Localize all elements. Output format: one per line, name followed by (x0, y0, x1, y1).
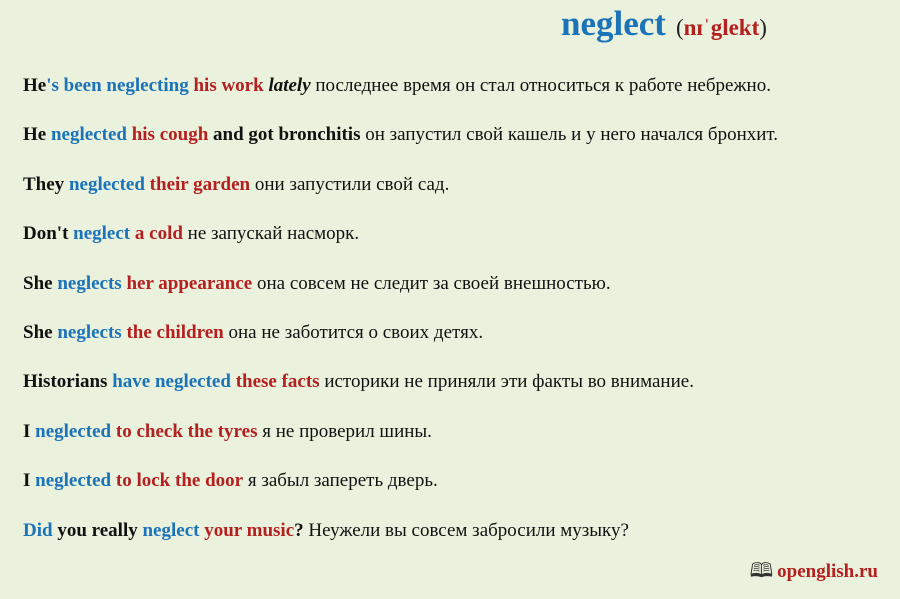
example-segment: neglected (30, 420, 112, 442)
transcription-text: nɪˈglekt (683, 15, 760, 40)
example-segment: lately (263, 75, 311, 96)
example-segment: her appearance (121, 272, 253, 294)
example-sentence (23, 74, 883, 123)
example-segment: you really (52, 519, 138, 541)
example-segment: She (23, 272, 53, 294)
example-translation: не запускай насморк. (182, 223, 360, 245)
transcription (676, 15, 767, 40)
example-segment: to lock the door (111, 470, 244, 492)
example-sentence (23, 123, 883, 172)
example-translation: последнее время он стал относиться к работе небрежно. (310, 75, 771, 96)
example-segment: and got bronchitis (208, 124, 361, 146)
example-list (23, 74, 883, 568)
example-segment: have neglected (107, 371, 231, 393)
example-sentence (23, 420, 883, 469)
example-translation: Неужели вы совсем забросили музыку? (303, 519, 629, 541)
example-sentence (23, 222, 883, 271)
example-segment: I (23, 420, 31, 442)
example-segment: a cold (130, 223, 183, 245)
site-footer[interactable] (750, 556, 878, 590)
example-segment: his cough (126, 124, 209, 146)
example-segment: neglect (68, 223, 131, 245)
example-sentence (23, 370, 883, 419)
example-segment: Historians (23, 371, 108, 393)
example-segment: ? (294, 519, 304, 541)
book-icon: 🕮 (749, 560, 774, 582)
example-translation: историки не приняли эти факты во внимание. (319, 371, 694, 393)
example-translation: она совсем не следит за своей внешностью. (252, 272, 611, 294)
example-segment: 's been neglecting (46, 75, 189, 96)
example-segment: these facts (230, 371, 320, 393)
example-translation: она не заботится о своих детях. (223, 321, 484, 343)
example-sentence (23, 272, 883, 321)
example-segment: neglects (52, 321, 122, 343)
site-link[interactable]: openglish.ru (777, 561, 878, 582)
transcription-open: ( (675, 15, 684, 40)
example-segment: She (23, 321, 53, 343)
example-translation: он запустил свой кашель и у него начался бронхит. (360, 124, 779, 146)
example-segment: neglected (64, 173, 145, 195)
example-sentence (23, 321, 883, 370)
example-segment: neglected (46, 124, 127, 146)
example-segment: Don't (23, 223, 69, 245)
example-segment: neglected (30, 470, 112, 492)
example-segment: their garden (144, 173, 251, 195)
example-segment: Did (23, 519, 53, 541)
page-title (561, 4, 767, 44)
example-translation: я забыл запереть дверь. (243, 470, 438, 492)
example-segment: He (23, 124, 47, 146)
example-segment: his work (188, 75, 264, 96)
example-sentence (23, 173, 883, 222)
example-segment: They (23, 173, 65, 195)
example-segment: neglect (137, 519, 200, 541)
example-sentence (23, 469, 883, 518)
example-segment: your music (199, 519, 295, 541)
example-translation: я не проверил шины. (257, 420, 432, 442)
example-translation: они запустили свой сад. (250, 173, 450, 195)
example-segment: the children (121, 321, 224, 343)
example-segment: neglects (52, 272, 122, 294)
headword: neglect (561, 4, 666, 43)
example-segment: He (23, 75, 47, 96)
example-segment: I (23, 470, 31, 492)
example-segment: to check the tyres (111, 420, 258, 442)
transcription-close: ) (759, 15, 767, 40)
